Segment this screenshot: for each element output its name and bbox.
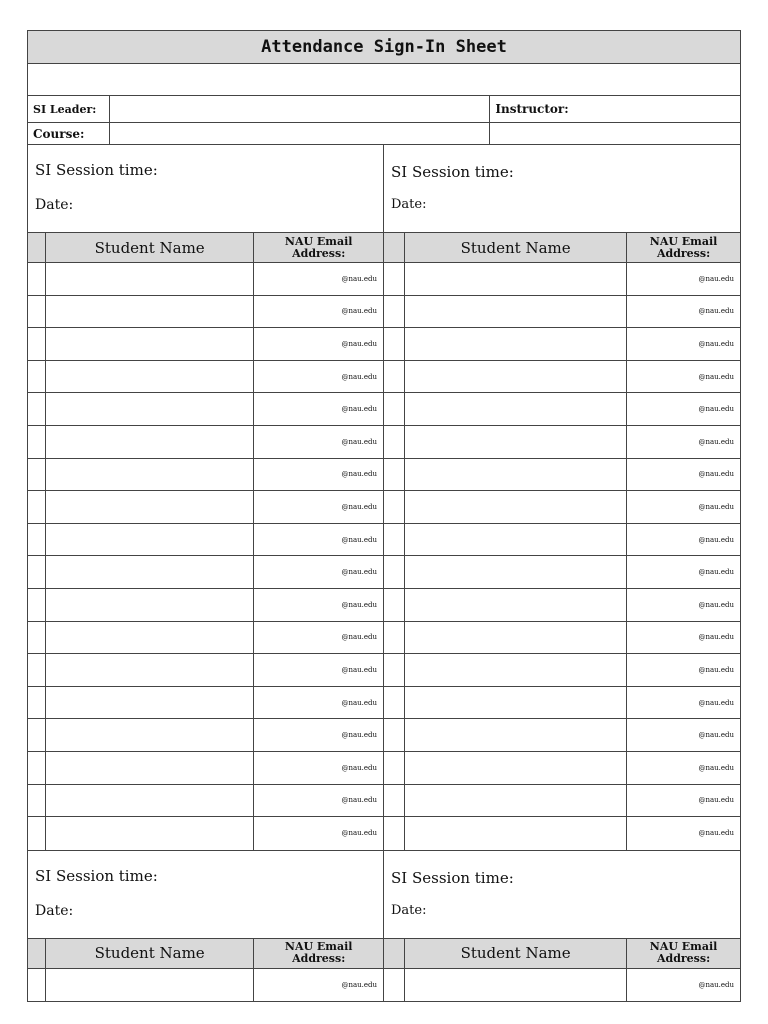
session-date-label: Date: <box>391 902 427 918</box>
email-cell[interactable]: @nau.edu <box>698 665 734 674</box>
session-date-label: Date: <box>35 197 74 213</box>
student-name-cell[interactable] <box>405 263 627 295</box>
student-name-header: Student Name <box>405 233 627 262</box>
email-cell[interactable]: @nau.edu <box>341 633 377 642</box>
session-header <box>384 851 740 939</box>
table-row <box>384 719 740 752</box>
table-row <box>28 589 383 622</box>
session-block-1 <box>27 145 741 851</box>
number-col-header <box>28 939 46 968</box>
student-name-cell[interactable] <box>405 459 627 491</box>
email-cell[interactable]: @nau.edu <box>698 372 734 381</box>
table-row <box>28 556 383 589</box>
row-number-cell <box>28 654 46 686</box>
student-name-cell[interactable] <box>405 785 627 817</box>
row-number-cell <box>28 589 46 621</box>
student-name-cell[interactable] <box>405 393 627 425</box>
table-row <box>384 654 740 687</box>
number-col-header <box>384 939 405 968</box>
row-number-cell <box>384 622 405 654</box>
table-row <box>384 524 740 557</box>
email-header-line2: Address: <box>292 246 346 260</box>
row-number-cell <box>384 654 405 686</box>
session-left-2 <box>28 851 384 1002</box>
row-number-cell <box>384 785 405 817</box>
table-header <box>384 233 740 263</box>
student-name-header: Student Name <box>405 939 627 968</box>
table-row <box>384 426 740 459</box>
email-cell[interactable]: @nau.edu <box>341 829 377 838</box>
email-header <box>254 233 383 262</box>
number-col-header <box>28 233 46 262</box>
email-header-line2: Address: <box>656 246 711 260</box>
session-time-label: SI Session time: <box>391 163 514 181</box>
session-right-2 <box>384 851 740 1002</box>
number-col-header <box>384 233 405 262</box>
table-row <box>384 687 740 720</box>
row-number-cell <box>28 328 46 360</box>
row-number-cell <box>384 687 405 719</box>
email-cell[interactable]: @nau.edu <box>341 470 377 479</box>
table-row <box>28 361 383 394</box>
email-cell[interactable]: @nau.edu <box>341 339 377 348</box>
row-number-cell <box>28 556 46 588</box>
row-number-cell <box>384 361 405 393</box>
email-cell[interactable]: @nau.edu <box>698 980 734 989</box>
row-number-cell <box>384 556 405 588</box>
table-row <box>28 622 383 655</box>
email-header-line2: Address: <box>656 952 711 966</box>
row-number-cell <box>384 491 405 523</box>
table-row <box>384 817 740 850</box>
student-name-cell[interactable] <box>46 969 254 1002</box>
session-date-label: Date: <box>35 902 74 919</box>
table-body <box>384 263 740 850</box>
table-body <box>28 969 383 1002</box>
email-cell[interactable]: @nau.edu <box>341 796 377 805</box>
row-number-cell <box>28 459 46 491</box>
row-number-cell <box>28 361 46 393</box>
table-row <box>384 361 740 394</box>
email-header <box>254 939 383 968</box>
email-cell[interactable]: @nau.edu <box>698 796 734 805</box>
session-header <box>384 145 740 233</box>
email-cell[interactable]: @nau.edu <box>698 307 734 316</box>
email-cell[interactable]: @nau.edu <box>341 980 377 989</box>
row-number-cell <box>28 491 46 523</box>
table-row <box>28 393 383 426</box>
email-cell[interactable]: @nau.edu <box>698 339 734 348</box>
table-row <box>28 654 383 687</box>
email-cell[interactable]: @nau.edu <box>341 307 377 316</box>
session-block-2 <box>27 851 741 1003</box>
session-right-1 <box>384 145 740 850</box>
student-name-cell[interactable] <box>46 263 254 295</box>
student-name-cell[interactable] <box>405 817 627 850</box>
row-number-cell <box>384 719 405 751</box>
email-cell[interactable]: @nau.edu <box>341 405 377 414</box>
table-row <box>28 328 383 361</box>
table-row <box>28 524 383 557</box>
email-header-line1: NAU Email <box>649 234 718 248</box>
table-row <box>28 459 383 492</box>
sheet-title: Attendance Sign-In Sheet <box>27 30 741 64</box>
course-label: Course: <box>28 123 110 144</box>
course-field[interactable] <box>110 123 490 144</box>
student-name-cell[interactable] <box>405 752 627 784</box>
table-row <box>28 969 383 1002</box>
table-row <box>28 296 383 329</box>
table-row <box>384 263 740 296</box>
student-name-cell[interactable] <box>405 361 627 393</box>
email-cell[interactable]: @nau.edu <box>698 698 734 707</box>
table-body <box>384 969 740 1002</box>
student-name-cell[interactable] <box>405 524 627 556</box>
attendance-sheet <box>27 30 741 1002</box>
row-number-cell <box>384 328 405 360</box>
student-name-cell[interactable] <box>405 622 627 654</box>
row-number-cell <box>384 589 405 621</box>
email-cell[interactable]: @nau.edu <box>698 568 734 577</box>
email-cell[interactable]: @nau.edu <box>341 274 377 283</box>
session-date-label: Date: <box>391 197 427 212</box>
session-time-label: SI Session time: <box>391 868 514 887</box>
student-name-cell[interactable] <box>46 426 254 458</box>
table-header <box>28 233 383 263</box>
row-number-cell <box>28 752 46 784</box>
student-name-cell[interactable] <box>46 459 254 491</box>
row-number-cell <box>28 785 46 817</box>
table-header <box>28 939 383 969</box>
session-header <box>28 145 383 233</box>
email-header-line2: Address: <box>292 952 346 966</box>
session-time-label: SI Session time: <box>35 161 158 179</box>
table-row <box>384 969 740 1002</box>
table-row <box>384 752 740 785</box>
row-number-cell <box>384 817 405 850</box>
email-cell[interactable]: @nau.edu <box>698 535 734 544</box>
table-row <box>28 785 383 818</box>
row-number-cell <box>28 687 46 719</box>
email-cell[interactable]: @nau.edu <box>341 568 377 577</box>
row-number-cell <box>384 393 405 425</box>
si-leader-label: SI Leader: <box>28 96 110 122</box>
email-cell[interactable]: @nau.edu <box>341 665 377 674</box>
table-row <box>28 752 383 785</box>
session-left-1 <box>28 145 384 850</box>
student-name-cell[interactable] <box>46 654 254 686</box>
email-header-line1: NAU Email <box>649 940 718 954</box>
table-row <box>384 491 740 524</box>
row-number-cell <box>384 969 405 1002</box>
student-name-cell[interactable] <box>405 426 627 458</box>
row-number-cell <box>28 393 46 425</box>
si-leader-row <box>27 96 741 123</box>
student-name-cell[interactable] <box>46 622 254 654</box>
email-header-line1: NAU Email <box>284 234 353 248</box>
email-cell[interactable]: @nau.edu <box>341 763 377 772</box>
email-cell[interactable]: @nau.edu <box>341 372 377 381</box>
email-cell[interactable]: @nau.edu <box>698 274 734 283</box>
row-number-cell <box>28 296 46 328</box>
table-row <box>28 263 383 296</box>
student-name-cell[interactable] <box>46 328 254 360</box>
email-cell[interactable]: @nau.edu <box>341 731 377 740</box>
student-name-cell[interactable] <box>46 524 254 556</box>
table-row <box>384 296 740 329</box>
table-row <box>28 719 383 752</box>
student-name-cell[interactable] <box>46 393 254 425</box>
student-name-cell[interactable] <box>46 556 254 588</box>
student-name-cell[interactable] <box>405 296 627 328</box>
student-name-cell[interactable] <box>46 752 254 784</box>
table-row <box>384 459 740 492</box>
email-cell[interactable]: @nau.edu <box>341 502 377 511</box>
row-number-cell <box>28 426 46 458</box>
email-cell[interactable]: @nau.edu <box>698 731 734 740</box>
table-row <box>384 393 740 426</box>
email-cell[interactable]: @nau.edu <box>698 502 734 511</box>
email-header-line1: NAU Email <box>284 940 353 954</box>
table-row <box>384 589 740 622</box>
row-number-cell <box>384 459 405 491</box>
table-row <box>384 328 740 361</box>
row-number-cell <box>28 263 46 295</box>
email-cell[interactable]: @nau.edu <box>698 829 734 838</box>
student-name-header: Student Name <box>46 939 254 968</box>
blank-row <box>27 64 741 96</box>
table-row <box>384 556 740 589</box>
student-name-cell[interactable] <box>46 361 254 393</box>
row-number-cell <box>384 426 405 458</box>
row-number-cell <box>28 622 46 654</box>
table-row <box>28 817 383 850</box>
row-number-cell <box>28 969 46 1002</box>
row-number-cell <box>28 524 46 556</box>
row-number-cell <box>28 817 46 850</box>
si-leader-field[interactable] <box>110 96 490 122</box>
email-cell[interactable]: @nau.edu <box>698 600 734 609</box>
student-name-cell[interactable] <box>46 491 254 523</box>
table-row <box>28 687 383 720</box>
email-cell[interactable]: @nau.edu <box>341 535 377 544</box>
email-cell[interactable]: @nau.edu <box>341 437 377 446</box>
table-row <box>28 426 383 459</box>
student-name-cell[interactable] <box>405 328 627 360</box>
student-name-cell[interactable] <box>405 969 627 1002</box>
student-name-cell[interactable] <box>46 719 254 751</box>
email-cell[interactable]: @nau.edu <box>698 470 734 479</box>
student-name-cell[interactable] <box>405 491 627 523</box>
table-row <box>384 622 740 655</box>
student-name-cell[interactable] <box>46 296 254 328</box>
student-name-cell[interactable] <box>405 654 627 686</box>
table-body <box>28 263 383 850</box>
instructor-field[interactable] <box>490 123 740 144</box>
row-number-cell <box>28 719 46 751</box>
email-cell[interactable]: @nau.edu <box>698 633 734 642</box>
student-name-cell[interactable] <box>405 589 627 621</box>
student-name-cell[interactable] <box>405 687 627 719</box>
table-row <box>384 785 740 818</box>
instructor-label: Instructor: <box>495 102 569 116</box>
student-name-cell[interactable] <box>405 719 627 751</box>
row-number-cell <box>384 263 405 295</box>
student-name-cell[interactable] <box>46 817 254 850</box>
email-header <box>627 233 740 262</box>
student-name-cell[interactable] <box>405 556 627 588</box>
email-cell[interactable]: @nau.edu <box>698 763 734 772</box>
session-header <box>28 851 383 939</box>
table-row <box>28 491 383 524</box>
row-number-cell <box>384 296 405 328</box>
student-name-header: Student Name <box>46 233 254 262</box>
course-row <box>27 123 741 145</box>
student-name-cell[interactable] <box>46 687 254 719</box>
student-name-cell[interactable] <box>46 589 254 621</box>
email-cell[interactable]: @nau.edu <box>341 600 377 609</box>
student-name-cell[interactable] <box>46 785 254 817</box>
row-number-cell <box>384 752 405 784</box>
email-cell[interactable]: @nau.edu <box>341 698 377 707</box>
email-header <box>627 939 740 968</box>
table-header <box>384 939 740 969</box>
email-cell[interactable]: @nau.edu <box>698 405 734 414</box>
row-number-cell <box>384 524 405 556</box>
email-cell[interactable]: @nau.edu <box>698 437 734 446</box>
session-time-label: SI Session time: <box>35 866 158 885</box>
